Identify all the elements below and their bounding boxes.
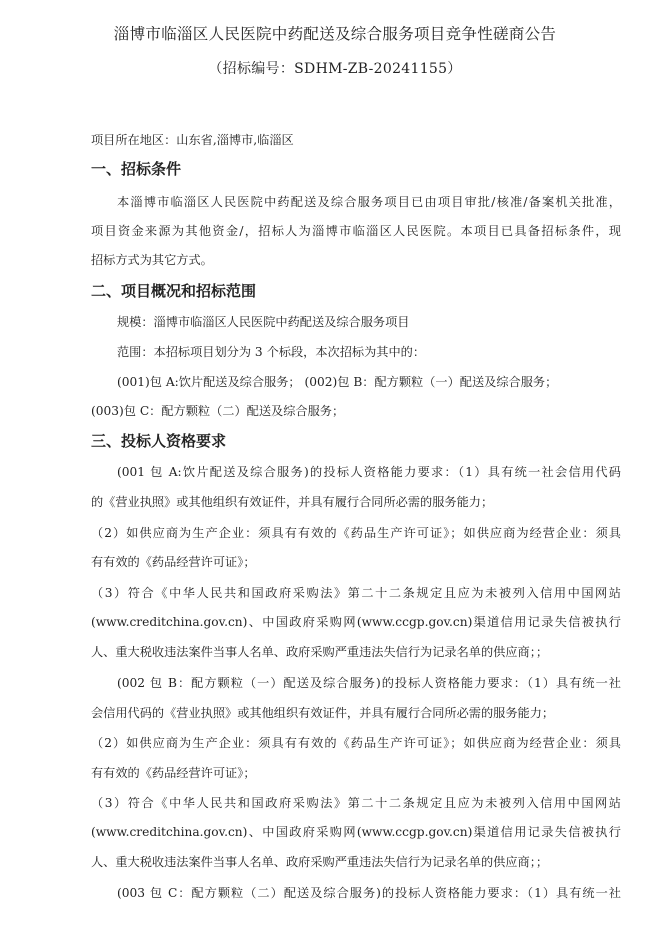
paragraph-line: 招标方式为其它方式。 [91,253,213,267]
section-heading-bidder-qualifications: 三、投标人资格要求 [91,432,227,450]
paragraph-line: (www.creditchina.gov.cn)、中国政府采购网(www.ccgp.gov.cn)渠道信用记录失信被执行 [91,615,621,629]
paragraph-line: （2）如供应商为生产企业：须具有有效的《药品生产许可证》；如供应商为经营企业：须具 [91,526,621,540]
paragraph-line: 有有效的《药品经营许可证》； [91,766,256,780]
paragraph-line: (001)包 A:饮片配送及综合服务； (002)包 B：配方颗粒（一）配送及综合服务； [117,375,558,389]
project-region: 项目所在地区：山东省,淄博市,临淄区 [91,133,294,147]
paragraph-line: (003)包 C：配方颗粒（二）配送及综合服务； [91,404,345,418]
paragraph-line: （3）符合《中华人民共和国政府采购法》第二十二条规定且应为未被列入信用中国网站 [91,586,621,600]
paragraph-line: (003 包 C：配方颗粒（二）配送及综合服务)的投标人资格能力要求：（1）具有统一社 [117,886,621,900]
paragraph-line: 人、重大税收违法案件当事人名单、政府采购严重违法失信行为记录名单的供应商；； [91,855,549,869]
paragraph-line: 本淄博市临淄区人民医院中药配送及综合服务项目已由项目审批/核准/备案机关批准， [117,195,621,209]
tender-number: （招标编号：SDHM-ZB-20241155） [208,61,462,77]
paragraph-line: （2）如供应商为生产企业：须具有有效的《药品生产许可证》；如供应商为经营企业：须具 [91,736,621,750]
paragraph-line: 有有效的《药品经营许可证》； [91,555,256,569]
paragraph-line: 会信用代码的《营业执照》或其他组织有效证件，并具有履行合同所必需的服务能力； [91,706,555,720]
paragraph-line: (002 包 B：配方颗粒（一）配送及综合服务)的投标人资格能力要求：（1）具有统一社 [117,676,621,690]
paragraph-line: (001 包 A:饮片配送及综合服务)的投标人资格能力要求：（1）具有统一社会信用代码 [117,465,621,479]
paragraph-line: (www.creditchina.gov.cn)、中国政府采购网(www.ccgp.gov.cn)渠道信用记录失信被执行 [91,825,621,839]
paragraph-line: （3）符合《中华人民共和国政府采购法》第二十二条规定且应为未被列入信用中国网站 [91,796,621,810]
paragraph-line: 规模：淄博市临淄区人民医院中药配送及综合服务项目 [117,315,410,329]
paragraph-line: 的《营业执照》或其他组织有效证件，并具有履行合同所必需的服务能力； [91,495,494,509]
paragraph-line: 范围：本招标项目划分为 3 个标段，本次招标为其中的： [117,345,426,359]
section-heading-project-overview: 二、项目概况和招标范围 [91,282,257,300]
page-title: 淄博市临淄区人民医院中药配送及综合服务项目竞争性磋商公告 [113,25,557,43]
paragraph-line: 项目资金来源为其他资金/，招标人为淄博市临淄区人民医院。本项目已具备招标条件，现 [91,224,621,238]
paragraph-line: 人、重大税收违法案件当事人名单、政府采购严重违法失信行为记录名单的供应商；； [91,645,549,659]
section-heading-tender-conditions: 一、招标条件 [91,160,182,178]
